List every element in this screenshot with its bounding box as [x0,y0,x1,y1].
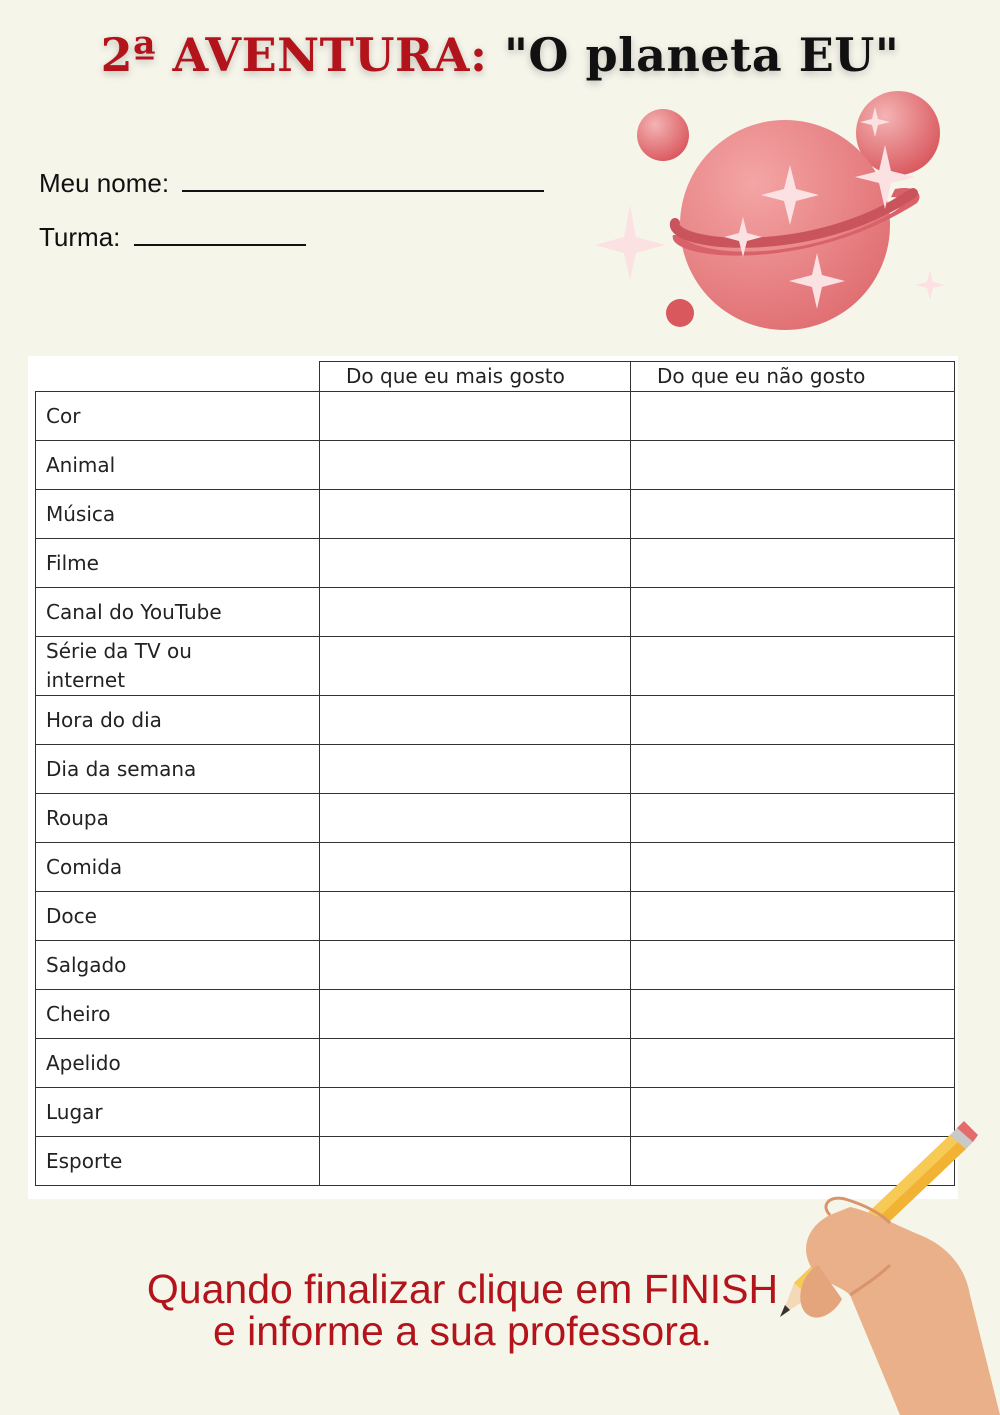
row-label: Cor [36,392,320,441]
answer-cell-dislikes[interactable] [631,588,955,637]
table-row [36,696,955,745]
table-row [36,1039,955,1088]
title-adventure: 2ª AVENTURA: [100,28,488,82]
table-row [36,637,955,696]
hand-with-pencil-illustration [770,1115,1000,1415]
table-row [36,990,955,1039]
answer-cell-dislikes[interactable] [631,745,955,794]
row-label: Série da TV ou internet [36,637,320,696]
class-label: Turma: [39,222,121,252]
answer-cell-likes[interactable] [320,941,631,990]
answer-cell-dislikes[interactable] [631,843,955,892]
row-label: Salgado [36,941,320,990]
row-label: Música [36,490,320,539]
answer-cell-dislikes[interactable] [631,392,955,441]
answer-cell-likes[interactable] [320,441,631,490]
table-row [36,441,955,490]
answer-cell-likes[interactable] [320,892,631,941]
answer-cell-likes[interactable] [320,539,631,588]
finish-instruction-line2: e informe a sua professora. [212,1308,713,1354]
table-row [36,843,955,892]
moon-tiny [666,299,694,327]
answer-cell-likes[interactable] [320,490,631,539]
answer-cell-likes[interactable] [320,1039,631,1088]
answer-cell-dislikes[interactable] [631,794,955,843]
table-row [36,490,955,539]
row-label: Doce [36,892,320,941]
answer-cell-dislikes[interactable] [631,941,955,990]
row-label: Hora do dia [36,696,320,745]
answer-cell-likes[interactable] [320,637,631,696]
answer-cell-dislikes[interactable] [631,539,955,588]
table-row [36,539,955,588]
answer-cell-dislikes[interactable] [631,696,955,745]
answer-cell-likes[interactable] [320,745,631,794]
answer-cell-likes[interactable] [320,696,631,745]
name-label: Meu nome: [39,168,170,198]
hand-icon [800,1198,1000,1415]
preferences-table-container [28,356,958,1199]
header-not-liked: Do que eu não gosto [631,362,955,392]
answer-cell-likes[interactable] [320,843,631,892]
table-header-row [36,362,955,392]
row-label: Filme [36,539,320,588]
name-field [39,168,544,199]
row-label: Canal do YouTube [36,588,320,637]
table-row [36,794,955,843]
answer-cell-likes[interactable] [320,392,631,441]
class-input-line[interactable] [134,226,306,246]
answer-cell-dislikes[interactable] [631,637,955,696]
answer-cell-dislikes[interactable] [631,441,955,490]
row-label: Lugar [36,1088,320,1137]
row-label: Dia da semana [36,745,320,794]
answer-cell-dislikes[interactable] [631,892,955,941]
row-label: Apelido [36,1039,320,1088]
name-input-line[interactable] [182,172,544,192]
answer-cell-likes[interactable] [320,588,631,637]
header-blank-cell [36,362,320,392]
answer-cell-likes[interactable] [320,1137,631,1186]
row-label: Comida [36,843,320,892]
row-label: Esporte [36,1137,320,1186]
answer-cell-dislikes[interactable] [631,490,955,539]
answer-cell-dislikes[interactable] [631,1039,955,1088]
table-row [36,941,955,990]
table-row [36,588,955,637]
page-title [0,28,1000,82]
preferences-table [35,361,955,1186]
finish-instruction-line1: Quando finalizar clique em FINISH [146,1266,779,1312]
row-label: Roupa [36,794,320,843]
row-label: Cheiro [36,990,320,1039]
table-row [36,745,955,794]
answer-cell-likes[interactable] [320,1088,631,1137]
table-row [36,892,955,941]
planet-illustration [595,85,955,335]
title-planet: "O planeta EU" [503,28,900,82]
row-label: Animal [36,441,320,490]
answer-cell-likes[interactable] [320,990,631,1039]
answer-cell-likes[interactable] [320,794,631,843]
class-field [39,222,306,253]
moon-small [637,109,689,161]
header-most-liked: Do que eu mais gosto [320,362,631,392]
answer-cell-dislikes[interactable] [631,990,955,1039]
table-row [36,392,955,441]
